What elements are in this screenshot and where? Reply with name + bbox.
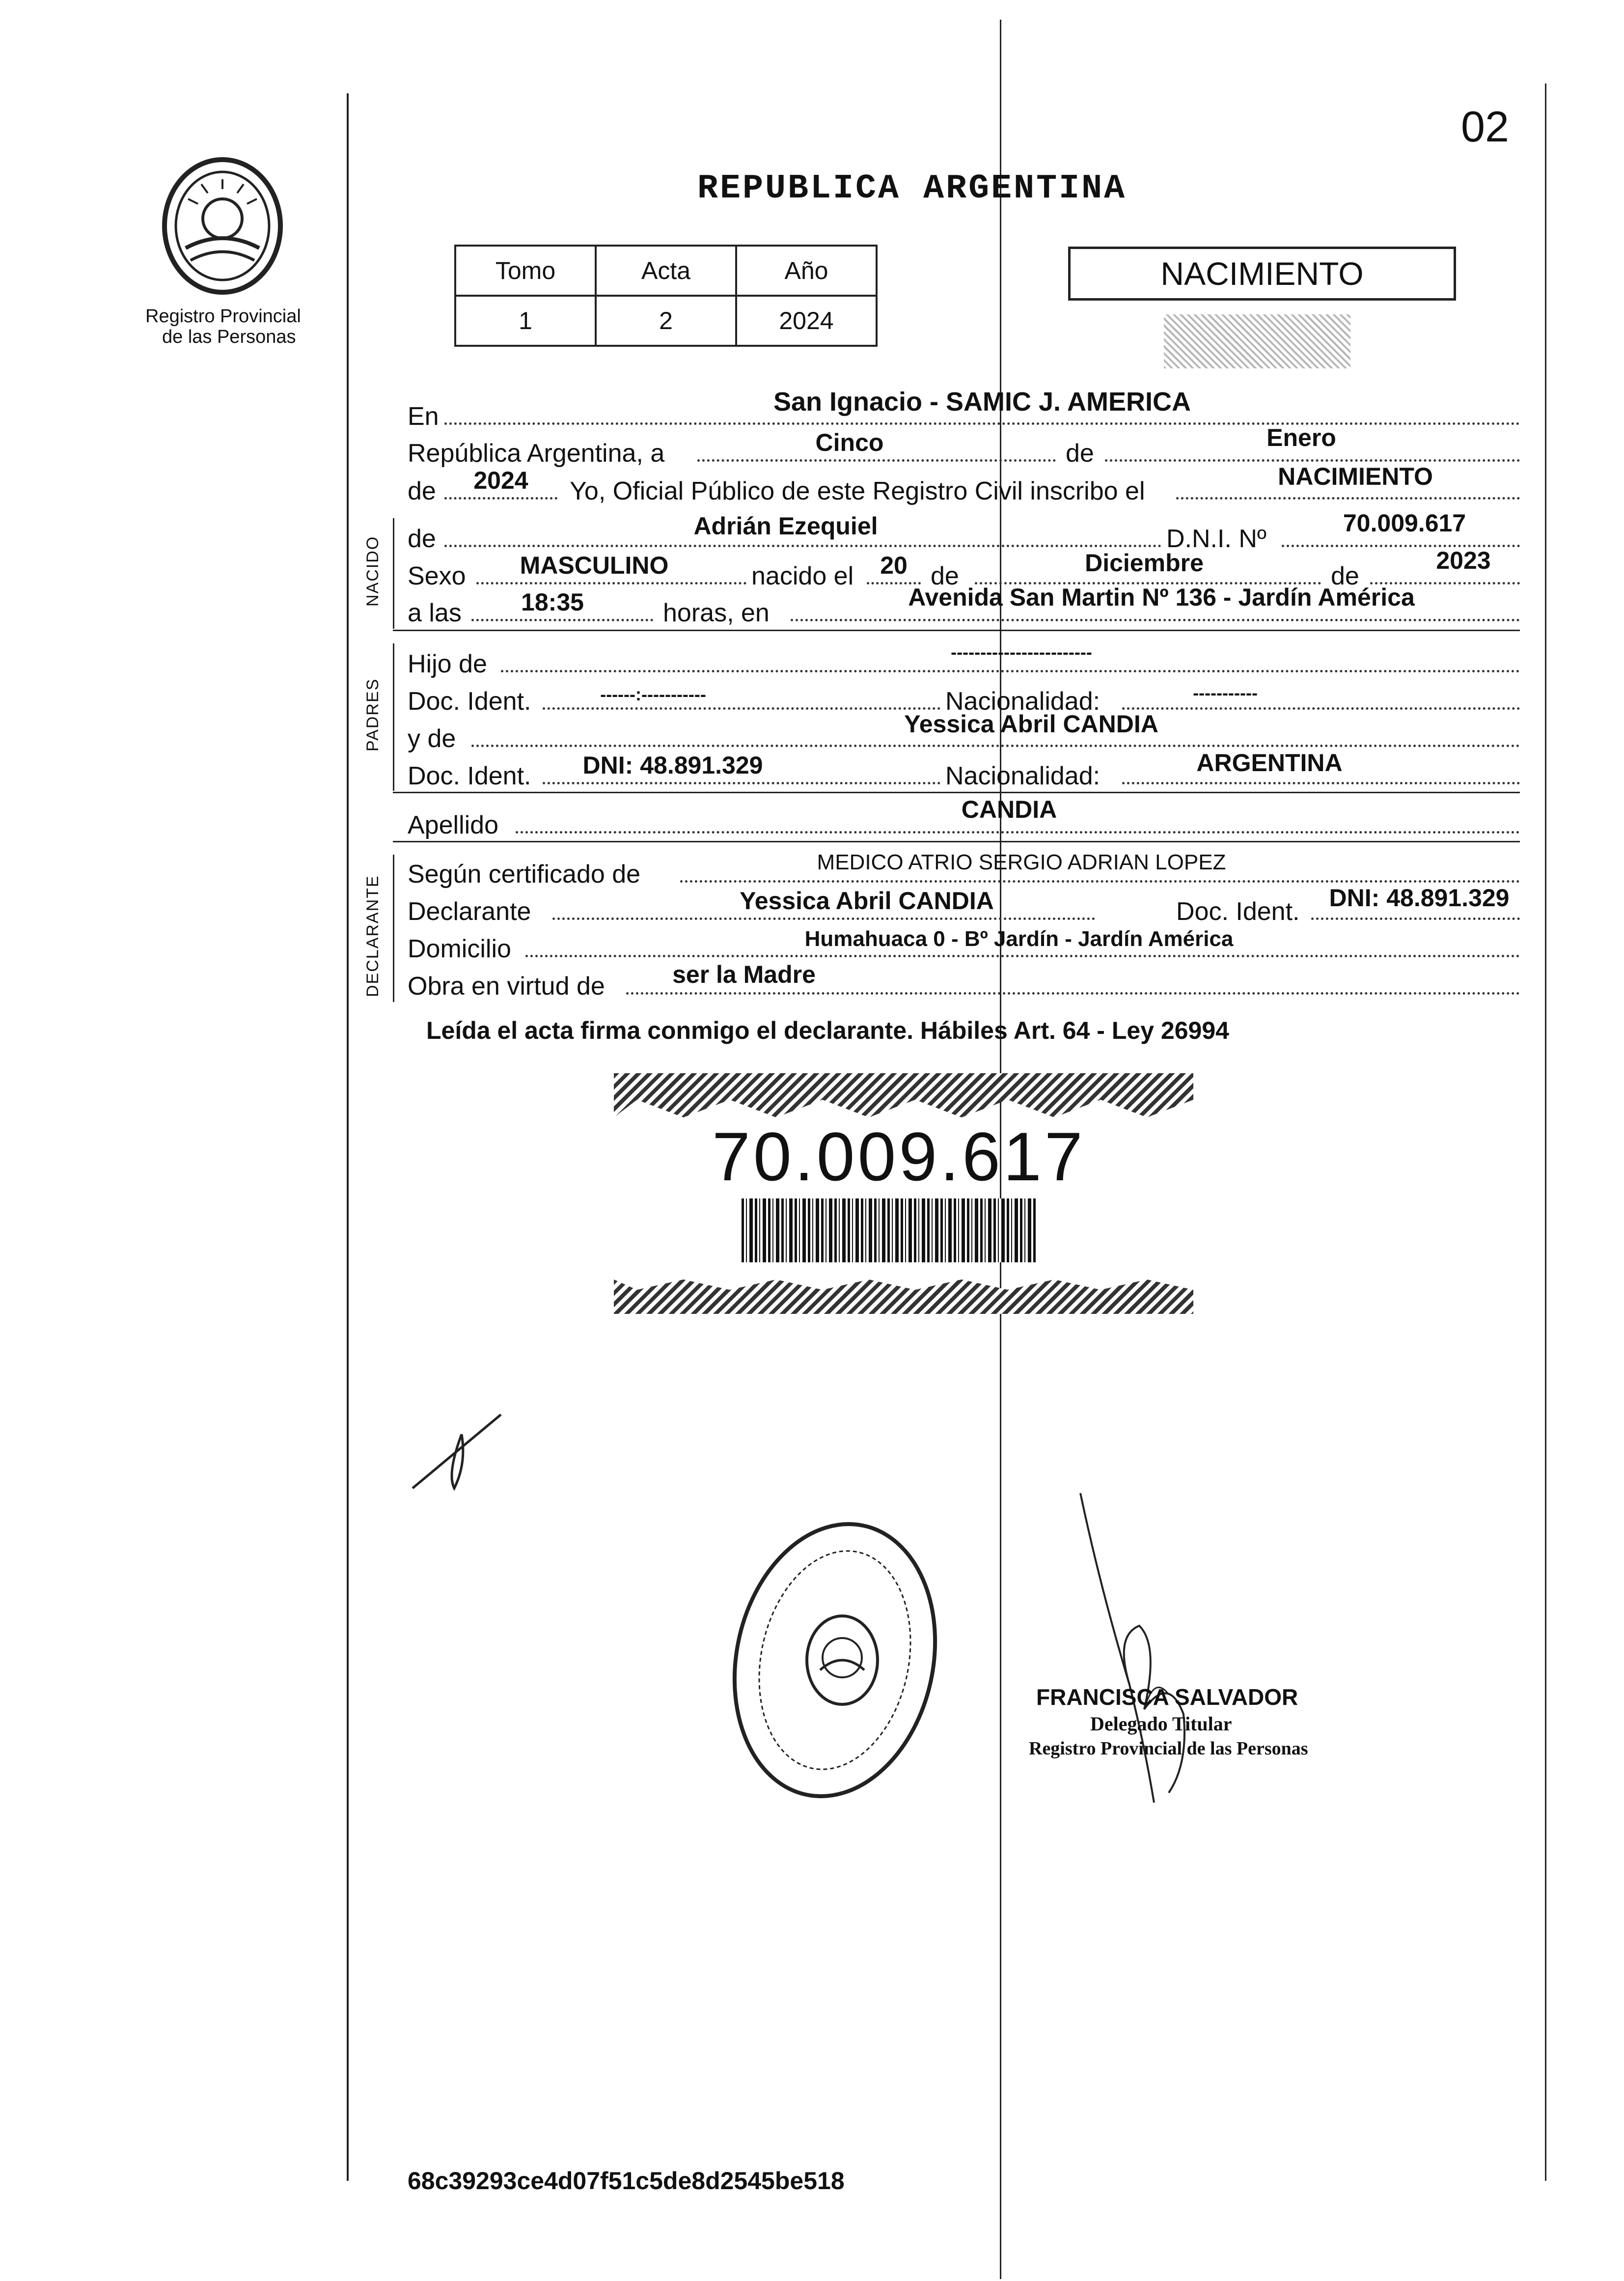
label-declarante: Declarante [408, 897, 531, 926]
official-signature [1071, 1488, 1228, 1812]
dotted-line [444, 497, 557, 500]
initial-signature-icon [408, 1405, 506, 1503]
dotted-line [1311, 918, 1520, 920]
dotted-line [516, 831, 1520, 834]
country-title: REPUBLICA ARGENTINA [697, 169, 1127, 208]
label-de-year: de [408, 477, 436, 505]
label-de2: de [931, 562, 959, 590]
label-yo-oficial: Yo, Oficial Público de este Registro Civil inscribo el [570, 477, 1145, 505]
label-doc-ident-3: Doc. Ident. [1176, 897, 1300, 926]
value-lugar-nac: Avenida San Martin Nº 136 - Jardín América [908, 584, 1415, 611]
dotted-line [1122, 782, 1520, 784]
security-hologram [1164, 314, 1350, 368]
sticker-pattern-bottom [614, 1280, 1193, 1314]
value-certificado: MEDICO ATRIO SERGIO ADRIAN LOPEZ [817, 850, 1226, 874]
signer-office: Registro Provincial de las Personas [1029, 1738, 1308, 1759]
label-hijo-de: Hijo de [408, 650, 487, 678]
label-apellido: Apellido [408, 811, 499, 839]
initial-signature [408, 1405, 506, 1503]
side-label-padres: PADRES [363, 678, 382, 751]
table-header: Año [736, 246, 877, 296]
value-nac-anio: 2023 [1436, 547, 1491, 574]
province-seal-icon [156, 155, 289, 297]
value-nombre: Adrián Ezequiel [693, 512, 878, 540]
dotted-line [543, 782, 940, 784]
value-lugar: San Ignacio - SAMIC J. AMERICA [773, 387, 1191, 417]
label-segun-cert: Según certificado de [408, 860, 641, 889]
official-seal-icon [727, 1513, 943, 1808]
value-dia: Cinco [815, 429, 884, 456]
table-header: Tomo [455, 246, 596, 296]
dotted-line [680, 880, 1520, 883]
dni-sticker [614, 1073, 1193, 1314]
label-nacionalidad: Nacionalidad: [945, 687, 1101, 716]
label-nacionalidad-2: Nacionalidad: [945, 762, 1101, 790]
dotted-line [476, 582, 746, 584]
value-declarante: Yessica Abril CANDIA [740, 887, 994, 915]
section-rule [393, 630, 1520, 631]
dotted-line [471, 745, 1520, 747]
value-hora: 18:35 [521, 588, 584, 616]
section-rule [393, 792, 1520, 793]
side-label-nacido: NACIDO [363, 535, 382, 607]
value-acto: NACIMIENTO [1278, 463, 1433, 490]
dotted-line [501, 670, 1520, 672]
dotted-line [791, 619, 1520, 621]
label-doc-ident-2: Doc. Ident. [408, 762, 531, 790]
dotted-line [1105, 459, 1520, 462]
value-madre-doc: DNI: 48.891.329 [582, 751, 763, 779]
label-de: de [1066, 439, 1094, 468]
value-domicilio: Humahuaca 0 - Bº Jardín - Jardín América [804, 927, 1234, 951]
act-type-box [1068, 247, 1456, 301]
dotted-line [552, 918, 1095, 920]
value-apellido: CANDIA [961, 796, 1057, 823]
value-sexo: MASCULINO [520, 552, 669, 579]
section-divider [393, 855, 394, 1002]
table-cell: 1 [455, 296, 596, 346]
dotted-line [444, 545, 1161, 547]
registry-line-2: de las Personas [162, 327, 296, 347]
closing-statement: Leída el acta firma conmigo el declarante. Hábiles Art. 64 - Ley 26994 [426, 1017, 1229, 1044]
label-obra-virtud: Obra en virtud de [408, 972, 605, 1001]
sticker-pattern-top [614, 1073, 1193, 1117]
right-margin-line [1545, 83, 1546, 2181]
value-padre: ------------------------ [951, 642, 1092, 662]
label-a-las: a las [408, 599, 462, 627]
official-signature-icon [1071, 1488, 1228, 1812]
signer-role: Delegado Titular [1090, 1713, 1232, 1735]
label-de-nacido: de [408, 525, 436, 553]
label-de3: de [1331, 562, 1359, 590]
record-table [454, 245, 878, 347]
section-divider [393, 643, 394, 791]
value-dni: 70.009.617 [1343, 509, 1466, 537]
value-anio: 2024 [473, 467, 528, 494]
table-header: Acta [596, 246, 736, 296]
value-madre: Yessica Abril CANDIA [904, 710, 1158, 738]
document-hash: 68c39293ce4d07f51c5de8d2545be518 [408, 2167, 845, 2195]
label-dni: D.N.I. Nº [1166, 525, 1266, 553]
value-padre-nac: ----------- [1193, 683, 1258, 703]
value-obra: ser la Madre [672, 961, 816, 988]
label-domicilio: Domicilio [408, 935, 511, 963]
section-divider [393, 518, 394, 629]
table-cell: 2 [596, 296, 736, 346]
label-en: En [408, 402, 439, 431]
side-label-declarante: DECLARANTE [363, 875, 382, 997]
section-rule [393, 841, 1520, 842]
official-round-seal [727, 1513, 943, 1808]
value-nac-dia: 20 [880, 552, 908, 579]
dotted-line [471, 619, 653, 621]
registry-line-1: Registro Provincial [145, 306, 301, 327]
dotted-line [525, 955, 1520, 957]
sticker-number: 70.009.617 [712, 1118, 1086, 1195]
value-declarante-doc: DNI: 48.891.329 [1329, 884, 1510, 912]
barcode [742, 1198, 1036, 1262]
dotted-line [1176, 497, 1520, 500]
value-nac-mes: Diciembre [1085, 549, 1204, 577]
province-seal [156, 155, 289, 297]
dotted-line [697, 459, 1056, 462]
act-type-label: NACIMIENTO [1160, 255, 1364, 292]
value-madre-nac: ARGENTINA [1196, 749, 1343, 777]
table-cell: 2024 [736, 296, 877, 346]
signer-name: FRANCISCA SALVADOR [1036, 1684, 1298, 1710]
label-y-de: y de [408, 724, 456, 753]
label-horas-en: horas, en [663, 599, 770, 627]
page-number: 02 [1461, 102, 1509, 151]
label-doc-ident: Doc. Ident. [408, 687, 531, 716]
label-republica: República Argentina, a [408, 439, 665, 468]
dotted-line [626, 992, 1520, 995]
label-nacido-el: nacido el [751, 562, 854, 590]
dotted-line [1122, 707, 1520, 710]
value-mes: Enero [1266, 424, 1336, 451]
left-margin-line [347, 93, 349, 2181]
value-padre-doc: ------:----------- [600, 684, 706, 704]
label-sexo: Sexo [408, 562, 466, 590]
